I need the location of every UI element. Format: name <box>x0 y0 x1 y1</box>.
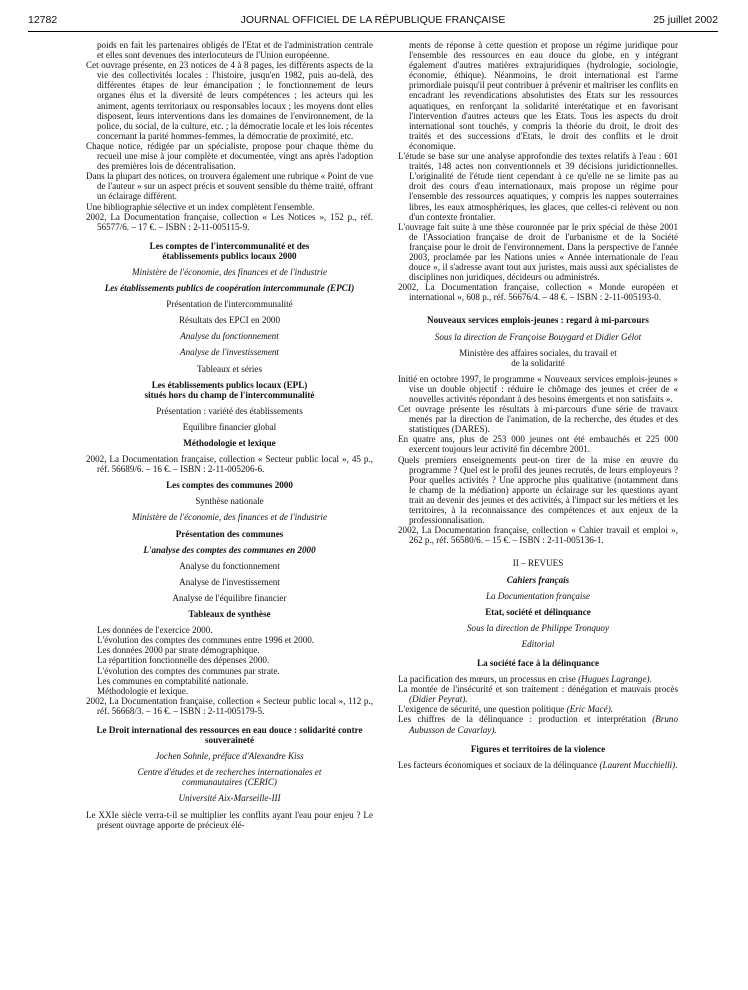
authors: Jochen Sohnle, préface d'Alexandre Kiss <box>155 751 304 762</box>
item: Analyse de l'équilibre financier <box>172 592 287 603</box>
paragraph: Initié en octobre 1997, le programme « Nouveaux services emplois-jeunes » vise un double objectif : réduire le chômage des jeunes et créer de « nouvelles activités répondant à des besoins émergents et non satisfaits ». <box>398 373 678 404</box>
left-column <box>86 40 373 830</box>
paragraph: Quels premiers enseignements peut-on tirer de la mise en œuvre du programme ? Quel est le profil des jeunes recrutés, de leurs employeurs ? Pour quelles activités ? Une approche plus qualitative (notamment dans le champ de la médiation) apporte un éclairage sur les questions ayant trait au devenir des jeunes et des activités, à l'impact sur les métiers et les territoires, à la reconnaissance des compétences et aux enjeux de la professionnalisation. <box>398 454 678 526</box>
part-heading: II – REVUES <box>512 558 564 569</box>
subsection-title: La société face à la délinquance <box>477 657 599 668</box>
paragraph: Le XXIe siècle verra-t-il se multiplier les conflits ayant l'eau pour enjeu ? Le présent ouvrage apporte de précieux élé- <box>86 809 373 830</box>
direction: Sous la direction de Françoise Bouygard et Didier Gélot <box>434 331 642 342</box>
article-item: La pacification des mœurs, un processus en crise (Hugues Lagrange). <box>398 674 652 685</box>
item: Analyse de l'investissement <box>180 347 279 358</box>
paragraph: En quatre ans, plus de 253 000 jeunes ont été embauchés et 225 000 exercent toujours leur activité fin décembre 2001. <box>398 434 678 455</box>
paragraph: L'ouvrage fait suite à une thèse couronnée par le prix spécial de thèse 2001 de l'Association française de droit de l'urbanisme et de la Société française pour le droit de l'environnement. Dans la perspective de l'année 2003, proclamée par les Nations unies « Année internationale de l'eau douce », il s'adresse avant tout aux juristes, mais aussi aux spécialistes de disciplines non juridiques, décideurs ou administrés. <box>398 221 678 283</box>
issue-date: 25 juillet 2002 <box>653 14 718 26</box>
article-item: Les facteurs économiques et sociaux de la délinquance (Laurent Mucchielli). <box>398 759 678 770</box>
item: Analyse de l'investissement <box>179 576 280 587</box>
item: Présentation : variété des établissements <box>156 405 303 416</box>
continuation: ments de réponse à cette question et propose un régime juridique pour l'ensemble des ressources en eau douce du globe, en y intégrant également d'autres matières extrajuridiques (hydrologie, sociologie, économie, éthique). Néanmoins, le droit international est l'arme primordiale puisqu'il peut contribuer à prévenir et maîtriser les conflits en encadrant les revendications absolutistes des Etats sur les ressources aquatiques, en renforçant la solidarité interétatique et en favorisant l'intervention d'autres acteurs que les Etats. Tous les aspects du droit international sont touchés, y compris la théorie du droit, le droit des traités et des successions d'Etats, le droit des conflits et le droit économique. <box>409 40 678 151</box>
publisher: La Documentation française <box>485 590 591 601</box>
subsection-title: Les établissements publics de coopération intercommunale (EPCI) <box>104 283 355 294</box>
intro-continuation: poids en fait les partenaires obligés de l'Etat et de l'administration centrale et elles sont devenues des interlocuteurs de l'Union européenne. <box>97 40 373 61</box>
paragraph: Dans la plupart des notices, on trouvera également une rubrique « Point de vue de l'auteur » sur un aspect précis et souvent sensible du thème traité, offrant un éclairage différent. <box>86 171 373 202</box>
section-title: Les comptes de l'intercommunalité et des établissements publics locaux 2000 <box>149 240 310 261</box>
list-item: L'évolution des comptes des communes entre 1996 et 2000. <box>97 635 315 646</box>
paragraph: Cet ouvrage présente, en 23 notices de 4 à 8 pages, les différents aspects de la vie des collectivités locales : l'histoire, jusqu'en 1982, puis au-delà, des différentes étapes de leur émancipation ; le fonctionnement de leurs organes élus et la diversité de leurs compétences ; les acteurs qui les animent, agents territoriaux ou responsables locaux ; les moyens dont elles disposent, leurs interventions dans les domaines de l'environnement, de la police, du social, de la culture, etc. ; la démocratie locale et les lois récentes concernant la parité hommes-femmes, la démocratie de proximité, etc. <box>86 60 373 141</box>
institution: Centre d'études et de recherches internationales et communautaires (CERIC) <box>137 767 322 788</box>
reference: 2002, La Documentation française, collection « Secteur public local », 112 p., réf. 56668/3. – 16 €. – ISBN : 2-11-005179-5. <box>86 695 373 716</box>
section-title: Nouveaux services emplois-jeunes : regard à mi-parcours <box>427 315 649 326</box>
subsection-title: Les établissements publics locaux (EPL) situés hors du champ de l'intercommunalité <box>144 379 315 400</box>
list-item: L'évolution des comptes des communes par strate. <box>97 665 280 676</box>
paragraph: Une bibliographie sélective et un index complètent l'ensemble. <box>86 201 315 212</box>
paragraph: Cet ouvrage présente les résultats à mi-parcours d'une série de travaux menés par la direction de l'animation, de la recherche, des études et des statistiques (DARES). <box>398 404 678 435</box>
article-item: L'exigence de sécurité, une question politique (Eric Macé). <box>398 704 614 715</box>
item: Présentation de l'intercommunalité <box>166 299 293 310</box>
list-item: Les données 2000 par strate démographique. <box>97 645 260 656</box>
ministry: Ministère de l'économie, des finances et de l'industrie <box>132 512 327 523</box>
paragraph: Chaque notice, rédigée par un spécialiste, propose pour chaque thème du recueil une mise à jour complète et documentée, vingt ans après l'adoption des premières lois de décentralisation. <box>86 140 373 172</box>
item: Synthèse nationale <box>195 496 264 507</box>
subsection-title: Présentation des communes <box>175 528 284 539</box>
subsection-title: Tableaux de synthèse <box>188 609 271 620</box>
journal-title: JOURNAL OFFICIEL DE LA RÉPUBLIQUE FRANÇAISE <box>240 14 506 26</box>
item: Equilibre financier global <box>182 421 277 432</box>
subsection-title: Figures et territoires de la violence <box>470 743 606 754</box>
list-item: La répartition fonctionnelle des dépenses 2000. <box>97 655 270 666</box>
ministry: Ministère de l'économie, des finances et de l'industrie <box>132 266 327 277</box>
right-column <box>398 40 678 770</box>
page-header <box>28 14 718 30</box>
list-item: Les données de l'exercice 2000. <box>97 625 213 636</box>
subsection-title: L'analyse des comptes des communes en 2000 <box>143 544 316 555</box>
page-number: 12782 <box>28 14 58 26</box>
header-rule <box>28 31 718 32</box>
section-title: Le Droit international des ressources en eau douce : solidarité contre souveraineté <box>96 724 363 746</box>
reference: 2002, La Documentation française, collection « Monde européen et international », 608 p., réf. 56676/4. – 48 €. – ISBN : 2-11-005193-0. <box>398 282 678 303</box>
section-title: Les comptes des communes 2000 <box>166 480 293 491</box>
reference: 2002, La Documentation française, collection « Cahier travail et emploi », 262 p., réf. 56580/6. – 15 €. – ISBN : 2-11-005136-1. <box>398 525 678 546</box>
list-item: Méthodologie et lexique. <box>97 685 189 696</box>
editorial: Editorial <box>521 638 555 649</box>
item: Analyse du fonctionnement <box>180 331 279 342</box>
item: Analyse du fonctionnement <box>179 560 280 571</box>
list-item: Les communes en comptabilité nationale. <box>97 675 249 686</box>
ministry: Ministère des affaires sociales, du travail et de la solidarité <box>459 347 617 368</box>
item: Tableaux et séries <box>196 363 262 374</box>
reference: 2002, La Documentation française, collection « Secteur public local », 45 p., réf. 56689/6. – 16 €. – ISBN : 2-11-005206-6. <box>86 454 373 475</box>
article-item: Les chiffres de la délinquance : production et interprétation (Bruno Aubusson de Cavarlay). <box>398 714 678 735</box>
paragraph: L'étude se base sur une analyse approfondie des textes relatifs à l'eau : 601 traités, 148 actes non conventionnels et 39 décisions juridictionnelles. L'originalité de l'étude tient cependant à ce qu'elle ne se limite pas au droit des cours d'eau internationaux, mais propose un régime pour l'ensemble des ressources aquatiques, y compris les nappes souterraines libres, les eaux atmosphériques, les glaces, que celles-ci relèvent ou non d'un contexte frontalier. <box>398 151 678 222</box>
item: Résultats des EPCI en 2000 <box>178 315 281 326</box>
reference: 2002, La Documentation française, collection « Les Notices », 152 p., réf. 56577/6. – 17 €. – ISBN : 2-11-005115-9. <box>86 211 373 232</box>
article-item: La montée de l'insécurité et son traitement : dénégation et mauvais procès (Didier Peyrat). <box>398 684 678 705</box>
university: Université Aix-Marseille-III <box>178 793 281 804</box>
issue-title: Etat, société et délinquance <box>485 606 591 617</box>
direction: Sous la direction de Philippe Tronquoy <box>466 622 610 633</box>
subsection-title: Méthodologie et lexique <box>183 438 276 448</box>
review-title: Cahiers français <box>506 574 570 585</box>
